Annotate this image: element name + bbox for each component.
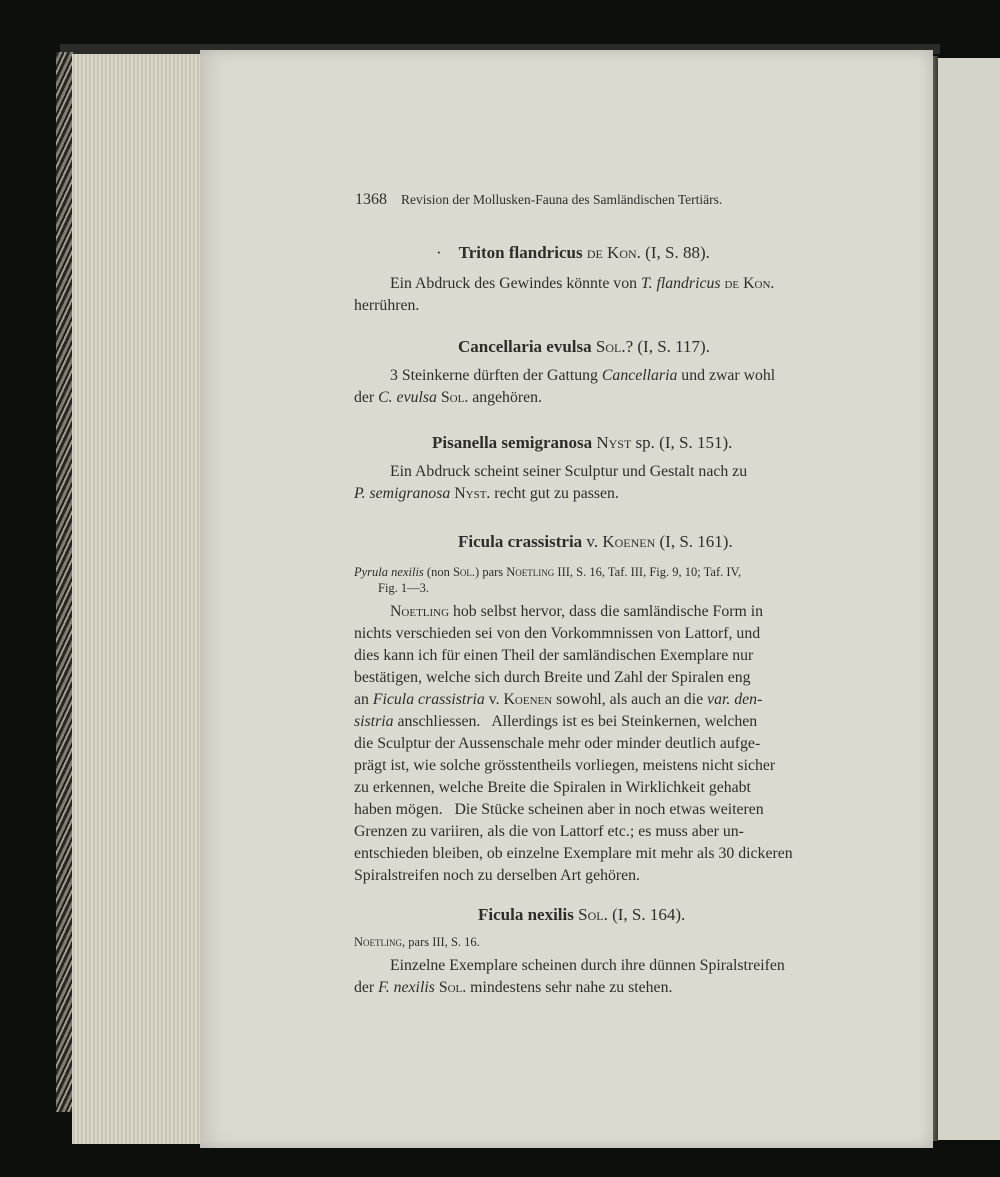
facing-page-edge	[938, 58, 1000, 1140]
species-reference: (I, S. 164).	[612, 905, 686, 924]
synonymy-line-1: Pyrula nexilis (non Sol.) pars Noetling III, S. 16, Taf. III, Fig. 9, 10; Taf. IV,	[354, 565, 742, 579]
crassistria-para-line-1: Noetling hob selbst hervor, dass die samländische Form in	[390, 603, 764, 620]
pisanella-text-line-2: P. semigranosa Nyst. recht gut zu passen.	[354, 485, 619, 502]
pisanella-text-line-1: Ein Abdruck scheint seiner Sculptur und Gestalt nach zu	[390, 463, 748, 480]
species-name: Pisanella semigranosa	[432, 433, 593, 452]
species-name: Triton flandricus	[458, 243, 583, 262]
cancellaria-text-line-2: der C. evulsa Sol. angehören.	[354, 389, 542, 406]
species-name: Ficula crassistria	[458, 532, 583, 551]
species-author: Nyst	[596, 433, 632, 452]
heading-ficula-nexilis	[478, 906, 685, 923]
crassistria-para-line-6: sistria anschliessen. Allerdings ist es bei Steinkernen, welchen	[354, 713, 758, 730]
synonymy-line: Noetling, pars III, S. 16.	[354, 935, 480, 949]
species-reference: (I, S. 117).	[637, 337, 710, 356]
crassistria-para-line-5: an Ficula crassistria v. Koenen sowohl, als auch an die var. den-	[354, 691, 763, 708]
species-reference: (I, S. 161).	[659, 532, 733, 551]
synonymy-line-2: Fig. 1—3.	[378, 581, 430, 595]
page-number: 1368	[355, 191, 387, 208]
crassistria-para-line-13: Spiralstreifen noch zu derselben Art gehören.	[354, 867, 641, 884]
species-reference: (I, S. 151).	[659, 433, 733, 452]
nexilis-text-line-1: Einzelne Exemplare scheinen durch ihre dünnen Spiralstreifen	[390, 957, 785, 974]
author-prefix: v.	[586, 532, 599, 551]
crassistria-para-line-11: Grenzen zu variiren, als die von Lattorf etc.; es muss aber un-	[354, 823, 744, 840]
crassistria-para-line-8: prägt ist, wie solche grösstentheils vorliegen, meistens nicht sicher	[354, 757, 776, 774]
heading-triton-flandricus	[436, 244, 710, 261]
species-suffix: sp.	[635, 433, 655, 452]
heading-pisanella-semigranosa	[432, 434, 732, 451]
heading-bullet: ·	[436, 243, 442, 262]
crassistria-para-line-12: entschieden bleiben, ob einzelne Exemplare mit mehr als 30 dickeren	[354, 845, 793, 862]
crassistria-para-line-9: zu erkennen, welche Breite die Spiralen in Wirklichkeit gehabt	[354, 779, 751, 796]
species-author: Sol.	[578, 905, 608, 924]
triton-text-line-2: herrühren.	[354, 297, 420, 314]
heading-cancellaria-evulsa	[458, 338, 710, 355]
crassistria-para-line-3: dies kann ich für einen Theil der samländischen Exemplare nur	[354, 647, 754, 664]
crassistria-para-line-2: nichts verschieden sei von den Vorkommnissen von Lattorf, und	[354, 625, 761, 642]
running-head-title: Revision der Mollusken-Fauna des Samländischen Tertiärs.	[401, 192, 723, 207]
species-reference: (I, S. 88).	[645, 243, 710, 262]
crassistria-para-line-7: die Sculptur der Aussenschale mehr oder minder deutlich aufge-	[354, 735, 761, 752]
species-name: Cancellaria evulsa	[458, 337, 592, 356]
species-author: de Kon.	[586, 243, 641, 262]
species-author: Koenen	[602, 532, 656, 551]
heading-ficula-crassistria	[458, 533, 733, 550]
nexilis-text-line-2: der F. nexilis Sol. mindestens sehr nahe zu stehen.	[354, 979, 673, 996]
cancellaria-text-line-1: 3 Steinkerne dürften der Gattung Cancellaria und zwar wohl	[390, 367, 776, 384]
crassistria-para-line-10: haben mögen. Die Stücke scheinen aber in noch etwas weiteren	[354, 801, 764, 818]
species-name: Ficula nexilis	[478, 905, 574, 924]
running-head	[355, 192, 722, 208]
book-page	[200, 50, 933, 1148]
triton-text-line-1: Ein Abdruck des Gewindes könnte von T. flandricus de Kon.	[390, 275, 775, 292]
crassistria-para-line-4: bestätigen, welche sich durch Breite und Zahl der Spiralen eng	[354, 669, 751, 686]
page-stack-edge	[72, 54, 207, 1144]
species-author: Sol.?	[595, 337, 634, 356]
